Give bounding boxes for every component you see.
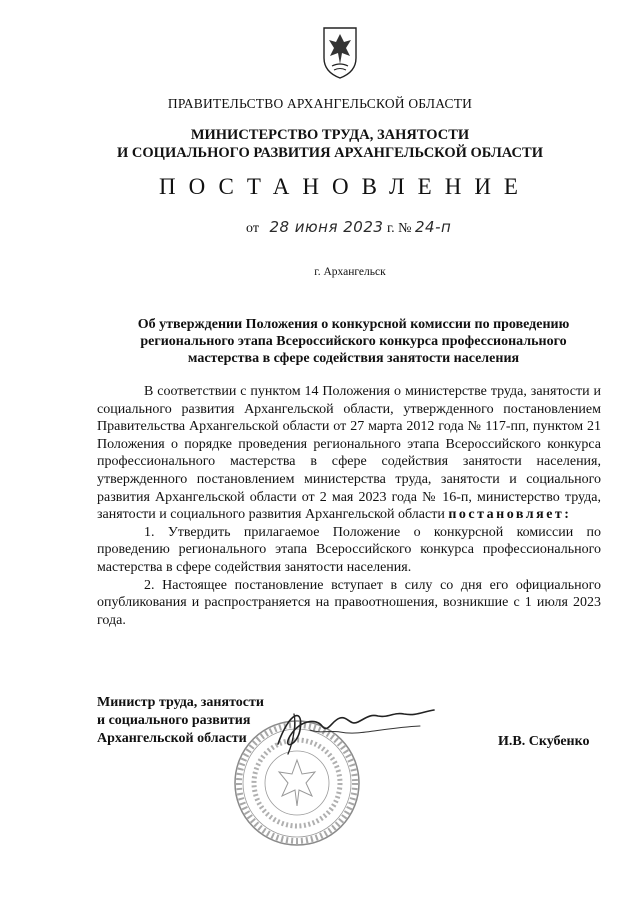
item-2-paragraph: 2. Настоящее постановление вступает в силу со дня его официального опубликования и распространяется на правоотношения, возникшие с 1 июля 2023 года.: [97, 577, 601, 628]
number-sign: №: [398, 221, 412, 236]
document-type: ПОСТАНОВЛЕНИЕ: [159, 174, 531, 199]
signer-position-line: и социального развития: [97, 713, 251, 728]
title-line: мастерства в сфере содействия занятости населения: [187, 351, 520, 366]
date-line: [246, 218, 451, 237]
preamble-paragraph: [97, 383, 601, 524]
city: г. Архангельск: [314, 266, 386, 278]
document-body: [97, 383, 601, 629]
document-title: [96, 316, 611, 367]
ministry-line: МИНИСТЕРСТВО ТРУДА, ЗАНЯТОСТИ: [190, 127, 470, 143]
decree-word: постановляет:: [448, 507, 572, 523]
signer-position-line: Министр труда, занятости: [97, 695, 264, 710]
coat-of-arms-icon: [320, 24, 360, 80]
signer-position: [97, 694, 264, 748]
signer-name: И.В. Скубенко: [498, 734, 590, 749]
handwritten-number: 24-п: [414, 218, 452, 236]
ministry-line: И СОЦИАЛЬНОГО РАЗВИТИЯ АРХАНГЕЛЬСКОЙ ОБЛАСТИ: [117, 145, 543, 161]
from-label: от: [246, 221, 259, 236]
signer-position-line: Архангельской области: [97, 731, 247, 746]
title-line: регионального этапа Всероссийского конкурса профессионального: [140, 334, 567, 349]
preamble-text: В соответствии с пунктом 14 Положения о министерстве труда, занятости и социального развития Архангельской области, утвержденного постановлением Правительства Архангельской области от 27 марта 2012 года № 117-пп, пунктом 21 Положения о порядке проведения регионального этапа Всероссийского конкурса профессионального мастерства в сфере содействия занятости населения, утвержденного постановлением министерства труда, занятости и социального развития Архангельской области от 2 мая 2023 года № 16-п, министерство труда, занятости и социального развития Архангельской области: [97, 384, 601, 523]
ministry-name: [0, 126, 640, 162]
item-1-paragraph: 1. Утвердить прилагаемое Положение о конкурсной комиссии по проведению регионального этапа Всероссийского конкурса профессионального мастерства в сфере содействия занятости населения.: [97, 524, 601, 575]
title-line: Об утверждении Положения о конкурсной комиссии по проведению: [137, 317, 570, 332]
year-suffix: г.: [386, 221, 395, 236]
handwritten-date: 28 июня 2023: [269, 218, 384, 236]
signature-icon: [270, 700, 440, 760]
government-name: ПРАВИТЕЛЬСТВО АРХАНГЕЛЬСКОЙ ОБЛАСТИ: [167, 96, 473, 111]
